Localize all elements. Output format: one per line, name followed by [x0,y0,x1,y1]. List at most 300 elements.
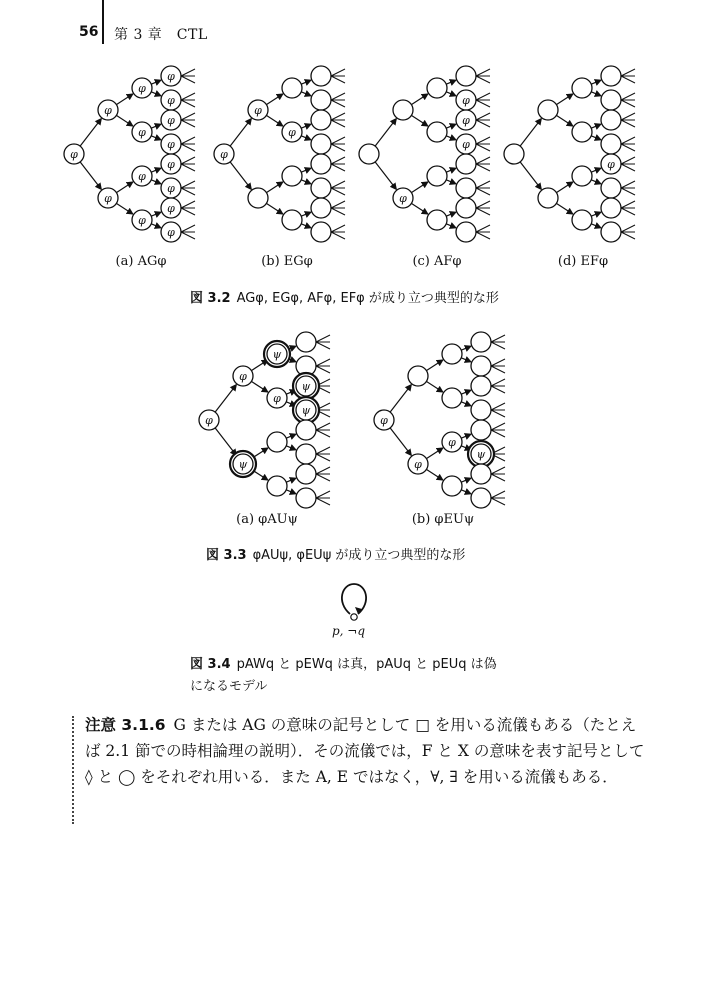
tree-node [538,100,558,120]
tree-edge [556,182,572,193]
node-circle [572,122,592,142]
node-circle [471,488,491,508]
branch-stub [621,137,635,144]
node-label: φ [70,148,78,161]
fig34-caption-line2: になるモデル [190,679,268,694]
node-label: φ [414,458,422,471]
branch-stub [331,93,345,100]
branch-stub [621,144,635,151]
node-circle [572,166,592,186]
tree-edge [461,478,471,482]
tree-node [572,166,592,186]
subcaption-au: (a) φAUψ [236,512,298,527]
tree-edge [461,402,471,406]
tree-edge [80,162,101,189]
tree-node [248,100,268,120]
tree-edge [375,162,396,189]
tree-edge [215,428,236,455]
branch-stub [491,410,505,417]
tree-edge [116,94,132,105]
tree-node [456,154,476,174]
branch-stub [621,113,635,120]
tree-edge [230,119,251,146]
branch-stub [331,157,345,164]
node-circle [471,420,491,440]
tree-edge [461,490,471,494]
node-circle [296,464,316,484]
tree-node [98,100,118,120]
note-dotted-rule [72,716,74,824]
node-label: φ [462,94,470,107]
note-text: G または AG の意味の記号として □ を用いる流儀もある（たとえば 2.1 節での時相論理の説明）．その流儀では，F と X の意味を表す記号として ◊ と ◯ をそれぞれ用いる．また A, E ではなく，∀, ∃ を用いる流儀もある． [85,716,645,786]
branch-stub [476,164,490,171]
node-circle [471,464,491,484]
branch-stub [621,69,635,76]
tree-node [311,90,331,110]
branch-stub [331,120,345,127]
tree-edge [151,80,161,84]
tree-edge [116,182,132,193]
tree-edge [301,136,311,140]
tree-node [572,210,592,230]
branch-stub [331,76,345,83]
tree-edge [151,180,161,184]
branch-stub [491,366,505,373]
tree-node [471,464,491,484]
tree-edge [301,224,311,228]
node-circle [601,178,621,198]
tree-node [427,210,447,230]
tree-edge [556,203,572,214]
tree-node [267,388,287,408]
tree-edge [591,136,601,140]
tree-edge [446,180,456,184]
branch-stub [491,335,505,342]
branch-stub [316,474,330,481]
tree-edge [301,80,311,84]
branch-stub [316,447,330,454]
node-label: ψ [301,380,311,393]
tree-node [161,110,181,130]
tree-node [311,110,331,130]
node-label: φ [205,414,213,427]
tree-node [161,90,181,110]
branch-stub [331,113,345,120]
branch-stub [621,93,635,100]
node-circle [296,488,316,508]
tree-node [471,488,491,508]
tree-edge [556,115,572,126]
node-circle [601,110,621,130]
tree-node [264,341,290,367]
tree-edge [461,358,471,362]
tree-ag [60,64,200,254]
tree-node [296,420,316,440]
node-circle [601,198,621,218]
node-label: φ [167,182,175,195]
tree-edge [461,390,471,394]
branch-stub [491,498,505,505]
node-label: ψ [238,458,248,471]
tree-edge [80,119,101,146]
branch-stub [331,100,345,107]
node-circle [601,66,621,86]
tree-edge [266,115,282,126]
tree-node [282,122,302,142]
branch-stub [621,181,635,188]
node-circle [442,388,462,408]
node-circle [471,356,491,376]
tree-node [311,154,331,174]
branch-stub [476,208,490,215]
tree-node [601,222,621,242]
node-label: φ [138,126,146,139]
node-circle [601,134,621,154]
tree-node [456,66,476,86]
self-loop-state [334,580,374,624]
node-label: φ [138,214,146,227]
node-circle [601,90,621,110]
node-circle [471,376,491,396]
node-label: φ [254,104,262,117]
branch-stub [331,208,345,215]
subcaption-ag: (a) AGφ [115,254,167,269]
branch-stub [181,225,195,232]
branch-stub [621,76,635,83]
node-circle [427,166,447,186]
node-label: φ [462,138,470,151]
node-label: ψ [476,448,486,461]
branch-stub [181,76,195,83]
tree-node [267,476,287,496]
tree-edge [116,115,132,126]
tree-au [195,330,335,520]
tree-edge [151,92,161,96]
state-label: p, ¬q [332,624,366,638]
tree-edge [591,124,601,128]
branch-stub [316,359,330,366]
tree-node [456,90,476,110]
tree-node [199,410,219,430]
node-circle [311,222,331,242]
tree-node [267,432,287,452]
tree-node [456,134,476,154]
branch-stub [316,498,330,505]
tree-edge [446,224,456,228]
branch-stub [331,181,345,188]
tree-node [471,400,491,420]
branch-stub [181,69,195,76]
node-circle [456,178,476,198]
tree-node [456,222,476,242]
branch-stub [316,342,330,349]
tree-edge [116,203,132,214]
node-label: φ [220,148,228,161]
branch-stub [316,335,330,342]
fig32-caption-text: AGφ, EGφ, AFφ, EFφ が成り立つ典型的な形 [236,291,499,306]
tree-node [311,198,331,218]
tree-node [282,78,302,98]
branch-stub [181,100,195,107]
node-circle [359,144,379,164]
tree-node [161,134,181,154]
node-label: φ [607,158,615,171]
node-label: φ [167,114,175,127]
node-circle [311,178,331,198]
branch-stub [491,386,505,393]
tree-node [427,166,447,186]
tree-node [471,376,491,396]
tree-node [393,100,413,120]
tree-node [442,432,462,452]
node-label: φ [167,94,175,107]
branch-stub [331,188,345,195]
tree-edge [446,80,456,84]
tree-edge [411,94,427,105]
branch-stub [476,181,490,188]
tree-node [98,188,118,208]
tree-edge [286,490,296,494]
tree-edge [520,119,541,146]
branch-stub [181,201,195,208]
node-circle [471,400,491,420]
branch-stub [621,100,635,107]
tree-node [296,464,316,484]
tree-node [161,222,181,242]
tree-node [248,188,268,208]
tree-edge [591,224,601,228]
tree-node [359,144,379,164]
branch-stub [491,379,505,386]
node-circle [572,210,592,230]
node-circle [311,66,331,86]
tree-node [538,188,558,208]
node-label: φ [138,82,146,95]
tree-edge [266,182,282,193]
tree-node [311,66,331,86]
node-label: φ [462,114,470,127]
tree-node [601,90,621,110]
branch-stub [316,430,330,437]
tree-node [132,210,152,230]
tree-edge [215,385,236,412]
fig33-caption [206,544,465,563]
page-number: 56 [79,24,99,40]
tree-node [456,110,476,130]
node-circle [456,66,476,86]
branch-stub [331,225,345,232]
tree-node [471,420,491,440]
tree-edge [301,92,311,96]
tree-edge [266,94,282,105]
node-label: ψ [272,348,282,361]
tree-node [471,356,491,376]
tree-edge [520,162,541,189]
note-block [85,712,645,790]
branch-stub [316,366,330,373]
branch-stub [181,137,195,144]
tree-edge [446,168,456,172]
branch-stub [331,232,345,239]
tree-node [504,144,524,164]
node-label: φ [167,158,175,171]
node-circle [311,110,331,130]
tree-edge [301,124,311,128]
tree-edge [390,385,411,412]
node-circle [282,210,302,230]
tree-node [601,198,621,218]
node-label: φ [448,436,456,449]
fig33-caption-label: 図 3.3 [206,548,247,563]
branch-stub [621,208,635,215]
branch-stub [491,423,505,430]
branch-stub [621,201,635,208]
node-label: φ [380,414,388,427]
branch-stub [491,430,505,437]
tree-node [293,373,319,399]
tree-edge [461,346,471,350]
branch-stub [476,93,490,100]
tree-node [601,178,621,198]
node-circle [456,198,476,218]
node-label: φ [138,170,146,183]
tree-edge [591,180,601,184]
node-circle [282,78,302,98]
node-label: φ [167,202,175,215]
node-label: φ [167,138,175,151]
node-circle [538,100,558,120]
branch-stub [476,188,490,195]
node-circle [267,432,287,452]
tree-edge [286,446,296,450]
fig32-caption-label: 図 3.2 [190,291,231,306]
tree-node [311,178,331,198]
branch-stub [476,232,490,239]
tree-node [408,366,428,386]
tree-edge [151,212,161,216]
node-circle [601,222,621,242]
fig34-caption-label: 図 3.4 [190,657,231,672]
tree-node [456,198,476,218]
tree-node [442,476,462,496]
tree-edge [591,80,601,84]
branch-stub [331,164,345,171]
branch-stub [621,225,635,232]
branch-stub [491,467,505,474]
branch-stub [476,137,490,144]
node-label: φ [104,192,112,205]
node-label: ψ [301,404,311,417]
node-circle [311,90,331,110]
tree-edge [591,168,601,172]
branch-stub [476,113,490,120]
tree-edge [446,124,456,128]
subcaption-ef: (d) EFφ [557,254,609,269]
tree-eg [210,64,350,254]
tree-edge [390,428,411,455]
tree-node [311,134,331,154]
tree-node [132,166,152,186]
branch-stub [476,157,490,164]
node-circle [311,154,331,174]
node-label: φ [167,70,175,83]
node-circle [442,476,462,496]
branch-stub [476,69,490,76]
tree-edge [266,203,282,214]
node-circle [572,78,592,98]
branch-stub [476,120,490,127]
node-circle [456,222,476,242]
subcaption-af: (c) AFφ [412,254,462,269]
tree-node [572,78,592,98]
node-circle [282,166,302,186]
branch-stub [476,201,490,208]
tree-edge [426,360,442,371]
tree-edge [286,434,296,438]
tree-node [282,210,302,230]
node-circle [504,144,524,164]
branch-stub [316,467,330,474]
node-circle [393,100,413,120]
branch-stub [491,342,505,349]
tree-node [132,122,152,142]
header-rule [102,0,104,44]
tree-node [64,144,84,164]
branch-stub [621,188,635,195]
tree-node [601,110,621,130]
tree-edge [301,180,311,184]
branch-stub [476,76,490,83]
node-circle [248,188,268,208]
node-label: φ [167,226,175,239]
tree-edge [151,224,161,228]
branch-stub [621,157,635,164]
tree-node [132,78,152,98]
fig32-caption [190,287,499,306]
node-circle [296,420,316,440]
branch-stub [621,232,635,239]
node-circle [427,122,447,142]
node-label: φ [273,392,281,405]
tree-edge [426,448,442,459]
tree-node [161,154,181,174]
tree-node [601,66,621,86]
tree-node [161,178,181,198]
tree-node [296,332,316,352]
tree-node [230,451,256,477]
tree-node [601,154,621,174]
tree-node [293,397,319,423]
tree-node [471,332,491,352]
node-circle [296,332,316,352]
tree-edge [591,92,601,96]
node-label: φ [288,126,296,139]
branch-stub [181,93,195,100]
fig34-caption-line1: pAWq と pEWq は真，pAUq と pEUq は偽 [236,657,497,672]
node-label: φ [239,370,247,383]
tree-eu [370,330,510,520]
tree-edge [461,434,471,438]
node-circle [427,210,447,230]
tree-node [282,166,302,186]
node-label: φ [399,192,407,205]
node-label: φ [104,104,112,117]
tree-node [427,122,447,142]
branch-stub [476,225,490,232]
branch-stub [331,201,345,208]
note-label: 注意 3.1.6 [85,716,166,734]
tree-edge [251,381,267,392]
